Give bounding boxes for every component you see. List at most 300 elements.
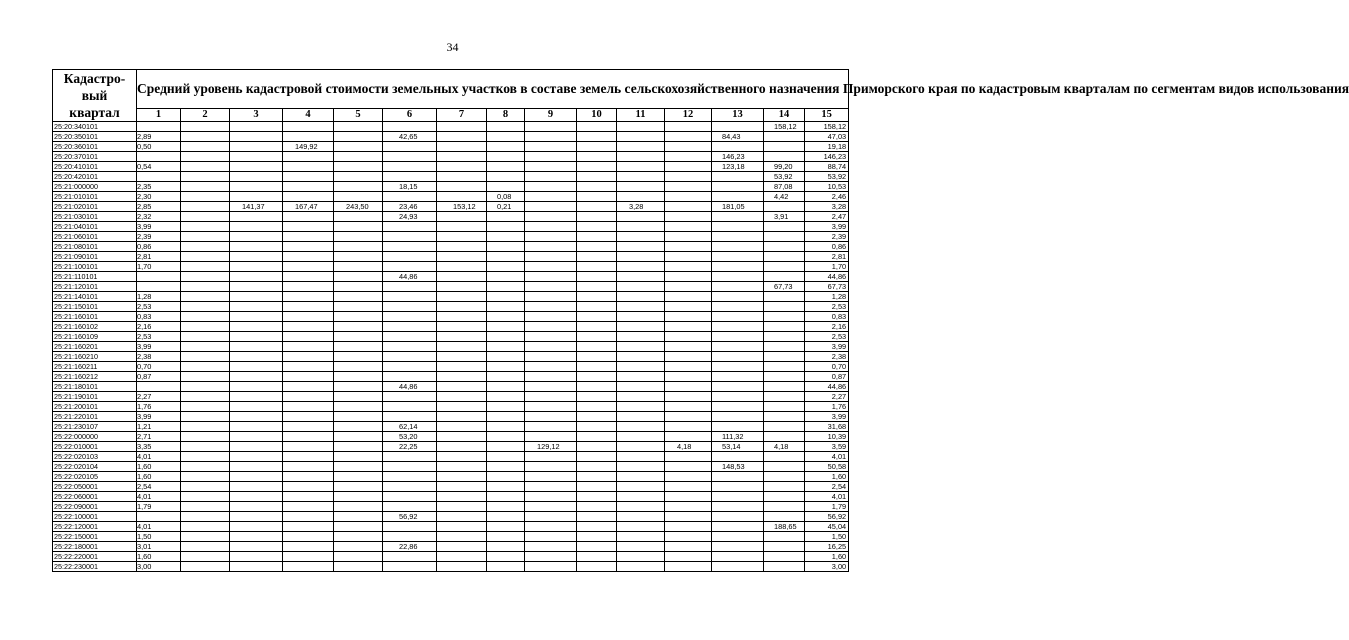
- segment-13-cell: [712, 542, 764, 552]
- segment-10-cell: [577, 452, 617, 462]
- cadastral-quarter-cell: 25:21:160211: [53, 362, 137, 372]
- segment-11-cell: [617, 232, 665, 242]
- segment-6-cell: [383, 392, 437, 402]
- segment-7-cell: [437, 212, 487, 222]
- segment-2-cell: [181, 542, 230, 552]
- segment-8-cell: [487, 132, 525, 142]
- segment-11-cell: [617, 172, 665, 182]
- segment-12-cell: [665, 422, 712, 432]
- segment-13-cell: [712, 252, 764, 262]
- segment-3-cell: [230, 482, 283, 492]
- segment-14-cell: 87,08: [764, 182, 805, 192]
- segment-3-cell: [230, 412, 283, 422]
- segment-1-cell: 1,70: [137, 262, 181, 272]
- segment-4-cell: [283, 192, 334, 202]
- segment-12-cell: [665, 352, 712, 362]
- column-number-15: 15: [805, 109, 849, 122]
- segment-5-cell: [334, 492, 383, 502]
- segment-5-cell: [334, 282, 383, 292]
- segment-8-cell: [487, 282, 525, 292]
- segment-15-cell: 3,28: [805, 202, 849, 212]
- segment-13-cell: [712, 552, 764, 562]
- segment-14-cell: [764, 532, 805, 542]
- segment-13-cell: [712, 492, 764, 502]
- table-row: [53, 502, 849, 512]
- segment-10-cell: [577, 282, 617, 292]
- segment-3-cell: [230, 432, 283, 442]
- segment-11-cell: [617, 122, 665, 132]
- segment-4-cell: [283, 462, 334, 472]
- segment-3-cell: [230, 382, 283, 392]
- segment-3-cell: [230, 522, 283, 532]
- segment-6-cell: [383, 322, 437, 332]
- segment-2-cell: [181, 492, 230, 502]
- segment-2-cell: [181, 262, 230, 272]
- cadastral-quarter-cell: 25:21:160102: [53, 322, 137, 332]
- segment-8-cell: [487, 322, 525, 332]
- segment-9-cell: [525, 282, 577, 292]
- table-row: [53, 372, 849, 382]
- segment-3-cell: [230, 192, 283, 202]
- segment-1-cell: 0,87: [137, 372, 181, 382]
- segment-14-cell: [764, 492, 805, 502]
- segment-11-cell: [617, 472, 665, 482]
- segment-8-cell: [487, 502, 525, 512]
- segment-10-cell: [577, 292, 617, 302]
- segment-14-cell: [764, 382, 805, 392]
- segment-13-cell: [712, 562, 764, 572]
- segment-15-cell: 2,53: [805, 332, 849, 342]
- segment-7-cell: [437, 552, 487, 562]
- segment-4-cell: [283, 342, 334, 352]
- segment-14-cell: [764, 222, 805, 232]
- segment-9-cell: [525, 232, 577, 242]
- segment-2-cell: [181, 232, 230, 242]
- segment-14-cell: [764, 432, 805, 442]
- segment-2-cell: [181, 382, 230, 392]
- segment-8-cell: [487, 292, 525, 302]
- segment-9-cell: [525, 562, 577, 572]
- segment-13-cell: [712, 302, 764, 312]
- segment-5-cell: [334, 232, 383, 242]
- segment-2-cell: [181, 512, 230, 522]
- segment-4-cell: [283, 332, 334, 342]
- segment-12-cell: [665, 262, 712, 272]
- segment-14-cell: 4,18: [764, 442, 805, 452]
- segment-8-cell: [487, 462, 525, 472]
- segment-12-cell: [665, 532, 712, 542]
- segment-15-cell: 3,59: [805, 442, 849, 452]
- segment-5-cell: [334, 122, 383, 132]
- segment-10-cell: [577, 312, 617, 322]
- cadastral-quarter-cell: 25:21:160210: [53, 352, 137, 362]
- segment-15-cell: 44,86: [805, 382, 849, 392]
- segment-4-cell: [283, 122, 334, 132]
- segment-3-cell: [230, 302, 283, 312]
- segment-5-cell: [334, 212, 383, 222]
- segment-10-cell: [577, 372, 617, 382]
- segment-4-cell: 149,92: [283, 142, 334, 152]
- segment-6-cell: [383, 312, 437, 322]
- table-row: [53, 482, 849, 492]
- segment-4-cell: [283, 412, 334, 422]
- segment-15-cell: 2,81: [805, 252, 849, 262]
- table-row: [53, 562, 849, 572]
- segment-1-cell: 2,35: [137, 182, 181, 192]
- segment-7-cell: [437, 462, 487, 472]
- segment-13-cell: [712, 342, 764, 352]
- segment-14-cell: [764, 302, 805, 312]
- cadastral-quarter-cell: 25:22:020103: [53, 452, 137, 462]
- segment-4-cell: [283, 182, 334, 192]
- segment-12-cell: [665, 392, 712, 402]
- segment-2-cell: [181, 442, 230, 452]
- segment-9-cell: [525, 342, 577, 352]
- segment-3-cell: [230, 242, 283, 252]
- table-row: [53, 432, 849, 442]
- segment-7-cell: [437, 322, 487, 332]
- segment-11-cell: [617, 242, 665, 252]
- table-row: [53, 392, 849, 402]
- segment-7-cell: [437, 192, 487, 202]
- table-row: [53, 522, 849, 532]
- segment-10-cell: [577, 382, 617, 392]
- segment-11-cell: [617, 442, 665, 452]
- segment-5-cell: [334, 362, 383, 372]
- segment-7-cell: [437, 242, 487, 252]
- segment-12-cell: [665, 182, 712, 192]
- segment-11-cell: [617, 322, 665, 332]
- segment-8-cell: [487, 222, 525, 232]
- segment-2-cell: [181, 362, 230, 372]
- segment-1-cell: 3,00: [137, 562, 181, 572]
- segment-7-cell: [437, 442, 487, 452]
- segment-4-cell: [283, 442, 334, 452]
- cadastral-quarter-cell: 25:20:370101: [53, 152, 137, 162]
- segment-15-cell: 0,86: [805, 242, 849, 252]
- segment-8-cell: [487, 312, 525, 322]
- segment-13-cell: 146,23: [712, 152, 764, 162]
- segment-11-cell: [617, 372, 665, 382]
- segment-1-cell: 3,99: [137, 412, 181, 422]
- column-number-3: 3: [230, 109, 283, 122]
- segment-4-cell: [283, 252, 334, 262]
- segment-2-cell: [181, 472, 230, 482]
- segment-4-cell: [283, 392, 334, 402]
- table-body: [53, 122, 849, 572]
- segment-13-cell: [712, 362, 764, 372]
- segment-7-cell: [437, 402, 487, 412]
- segment-8-cell: [487, 412, 525, 422]
- segment-10-cell: [577, 482, 617, 492]
- segment-2-cell: [181, 372, 230, 382]
- table-row: [53, 332, 849, 342]
- segment-14-cell: [764, 202, 805, 212]
- segment-13-cell: [712, 172, 764, 182]
- segment-11-cell: [617, 192, 665, 202]
- segment-13-cell: 84,43: [712, 132, 764, 142]
- segment-11-cell: [617, 132, 665, 142]
- table-row: [53, 302, 849, 312]
- segment-14-cell: [764, 502, 805, 512]
- segment-11-cell: [617, 492, 665, 502]
- segment-10-cell: [577, 182, 617, 192]
- segment-7-cell: [437, 482, 487, 492]
- table-row: [53, 172, 849, 182]
- table-row: [53, 362, 849, 372]
- segment-15-cell: 88,74: [805, 162, 849, 172]
- segment-13-cell: [712, 262, 764, 272]
- segment-11-cell: [617, 462, 665, 472]
- segment-7-cell: [437, 472, 487, 482]
- segment-6-cell: 42,65: [383, 132, 437, 142]
- segment-3-cell: [230, 122, 283, 132]
- segment-9-cell: [525, 182, 577, 192]
- segment-3-cell: [230, 132, 283, 142]
- segment-7-cell: [437, 302, 487, 312]
- segment-1-cell: 0,50: [137, 142, 181, 152]
- segment-5-cell: [334, 502, 383, 512]
- column-number-1: 1: [137, 109, 181, 122]
- segment-7-cell: [437, 122, 487, 132]
- table-row: [53, 322, 849, 332]
- cadastral-quarter-cell: 25:20:360101: [53, 142, 137, 152]
- segment-4-cell: [283, 222, 334, 232]
- segment-7-cell: [437, 412, 487, 422]
- segment-8-cell: 0,08: [487, 192, 525, 202]
- segment-9-cell: [525, 502, 577, 512]
- segment-12-cell: [665, 482, 712, 492]
- segment-13-cell: [712, 352, 764, 362]
- column-number-row: [53, 109, 849, 122]
- segment-4-cell: [283, 242, 334, 252]
- segment-14-cell: 53,92: [764, 172, 805, 182]
- segment-9-cell: [525, 252, 577, 262]
- segment-8-cell: [487, 512, 525, 522]
- segment-14-cell: [764, 242, 805, 252]
- segment-5-cell: [334, 552, 383, 562]
- segment-3-cell: [230, 342, 283, 352]
- corner-line-1: Кадастро-: [63, 71, 126, 86]
- segment-1-cell: [137, 152, 181, 162]
- table-row: [53, 272, 849, 282]
- segment-12-cell: [665, 502, 712, 512]
- segment-10-cell: [577, 542, 617, 552]
- segment-1-cell: 2,71: [137, 432, 181, 442]
- segment-7-cell: [437, 392, 487, 402]
- segment-12-cell: [665, 232, 712, 242]
- segment-13-cell: [712, 312, 764, 322]
- segment-1-cell: 1,60: [137, 462, 181, 472]
- segment-2-cell: [181, 212, 230, 222]
- column-number-9: 9: [525, 109, 577, 122]
- segment-10-cell: [577, 512, 617, 522]
- segment-15-cell: 1,60: [805, 552, 849, 562]
- segment-1-cell: [137, 122, 181, 132]
- segment-3-cell: [230, 282, 283, 292]
- segment-2-cell: [181, 192, 230, 202]
- segment-12-cell: [665, 202, 712, 212]
- segment-2-cell: [181, 162, 230, 172]
- segment-13-cell: [712, 392, 764, 402]
- column-number-8: 8: [487, 109, 525, 122]
- segment-6-cell: [383, 532, 437, 542]
- segment-9-cell: [525, 372, 577, 382]
- segment-12-cell: [665, 332, 712, 342]
- segment-14-cell: [764, 272, 805, 282]
- cadastral-quarter-cell: 25:21:200101: [53, 402, 137, 412]
- segment-9-cell: 129,12: [525, 442, 577, 452]
- table-row: [53, 292, 849, 302]
- segment-3-cell: [230, 352, 283, 362]
- segment-8-cell: [487, 362, 525, 372]
- segment-9-cell: [525, 552, 577, 562]
- segment-7-cell: [437, 342, 487, 352]
- segment-12-cell: [665, 522, 712, 532]
- segment-4-cell: [283, 152, 334, 162]
- segment-15-cell: 2,38: [805, 352, 849, 362]
- table-row: [53, 412, 849, 422]
- segment-8-cell: [487, 442, 525, 452]
- segment-13-cell: [712, 232, 764, 242]
- segment-14-cell: [764, 352, 805, 362]
- segment-11-cell: [617, 262, 665, 272]
- cadastral-quarter-cell: 25:21:000000: [53, 182, 137, 192]
- segment-11-cell: [617, 402, 665, 412]
- segment-1-cell: 1,79: [137, 502, 181, 512]
- segment-9-cell: [525, 152, 577, 162]
- segment-9-cell: [525, 332, 577, 342]
- segment-12-cell: [665, 142, 712, 152]
- table-row: [53, 342, 849, 352]
- segment-15-cell: 53,92: [805, 172, 849, 182]
- segment-2-cell: [181, 132, 230, 142]
- segment-10-cell: [577, 322, 617, 332]
- segment-2-cell: [181, 182, 230, 192]
- column-number-5: 5: [334, 109, 383, 122]
- segment-2-cell: [181, 432, 230, 442]
- segment-11-cell: [617, 562, 665, 572]
- segment-5-cell: [334, 222, 383, 232]
- segment-13-cell: [712, 472, 764, 482]
- column-number-2: 2: [181, 109, 230, 122]
- segment-2-cell: [181, 412, 230, 422]
- table-row: [53, 162, 849, 172]
- cadastral-value-table: [52, 69, 1349, 572]
- segment-1-cell: [137, 512, 181, 522]
- column-number-4: 4: [283, 109, 334, 122]
- segment-6-cell: [383, 252, 437, 262]
- segment-6-cell: 53,20: [383, 432, 437, 442]
- segment-6-cell: [383, 492, 437, 502]
- segment-6-cell: [383, 122, 437, 132]
- segment-6-cell: [383, 352, 437, 362]
- segment-6-cell: [383, 362, 437, 372]
- segment-11-cell: [617, 542, 665, 552]
- segment-10-cell: [577, 552, 617, 562]
- segment-11-cell: [617, 292, 665, 302]
- segment-13-cell: [712, 182, 764, 192]
- segment-6-cell: [383, 342, 437, 352]
- segment-10-cell: [577, 272, 617, 282]
- segment-6-cell: [383, 562, 437, 572]
- segment-2-cell: [181, 532, 230, 542]
- segment-8-cell: [487, 252, 525, 262]
- table-row: [53, 132, 849, 142]
- segment-15-cell: 3,99: [805, 222, 849, 232]
- segment-2-cell: [181, 352, 230, 362]
- segment-1-cell: 2,27: [137, 392, 181, 402]
- segment-9-cell: [525, 412, 577, 422]
- segment-15-cell: 2,47: [805, 212, 849, 222]
- cadastral-quarter-cell: 25:21:100101: [53, 262, 137, 272]
- segment-9-cell: [525, 312, 577, 322]
- segment-15-cell: 1,79: [805, 502, 849, 512]
- segment-11-cell: [617, 182, 665, 192]
- segment-7-cell: [437, 422, 487, 432]
- segment-2-cell: [181, 142, 230, 152]
- table-row: [53, 122, 849, 132]
- segment-11-cell: [617, 342, 665, 352]
- segment-10-cell: [577, 162, 617, 172]
- segment-3-cell: [230, 542, 283, 552]
- segment-6-cell: [383, 152, 437, 162]
- segment-5-cell: [334, 402, 383, 412]
- segment-1-cell: 1,50: [137, 532, 181, 542]
- segment-6-cell: [383, 502, 437, 512]
- segment-11-cell: [617, 282, 665, 292]
- segment-15-cell: 50,58: [805, 462, 849, 472]
- segment-4-cell: [283, 532, 334, 542]
- segment-9-cell: [525, 382, 577, 392]
- segment-14-cell: [764, 252, 805, 262]
- column-number-13: 13: [712, 109, 764, 122]
- segment-8-cell: [487, 532, 525, 542]
- segment-7-cell: [437, 292, 487, 302]
- segment-7-cell: [437, 172, 487, 182]
- segment-10-cell: [577, 132, 617, 142]
- segment-10-cell: [577, 342, 617, 352]
- segment-11-cell: [617, 452, 665, 462]
- segment-15-cell: 2,54: [805, 482, 849, 492]
- segment-5-cell: [334, 522, 383, 532]
- segment-14-cell: [764, 372, 805, 382]
- segment-13-cell: [712, 212, 764, 222]
- segment-7-cell: [437, 512, 487, 522]
- corner-line-3: квартал: [69, 105, 120, 120]
- segment-12-cell: [665, 172, 712, 182]
- segment-5-cell: [334, 172, 383, 182]
- segment-4-cell: [283, 522, 334, 532]
- cadastral-quarter-cell: 25:20:350101: [53, 132, 137, 142]
- segment-1-cell: [137, 272, 181, 282]
- segment-10-cell: [577, 262, 617, 272]
- segment-15-cell: 1,50: [805, 532, 849, 542]
- column-number-6: 6: [383, 109, 437, 122]
- segment-4-cell: [283, 512, 334, 522]
- segment-14-cell: [764, 412, 805, 422]
- segment-2-cell: [181, 332, 230, 342]
- segment-8-cell: [487, 372, 525, 382]
- segment-9-cell: [525, 452, 577, 462]
- segment-5-cell: [334, 432, 383, 442]
- segment-15-cell: 3,00: [805, 562, 849, 572]
- segment-12-cell: [665, 292, 712, 302]
- table-row: [53, 152, 849, 162]
- segment-15-cell: 0,70: [805, 362, 849, 372]
- segment-14-cell: [764, 292, 805, 302]
- segment-12-cell: [665, 432, 712, 442]
